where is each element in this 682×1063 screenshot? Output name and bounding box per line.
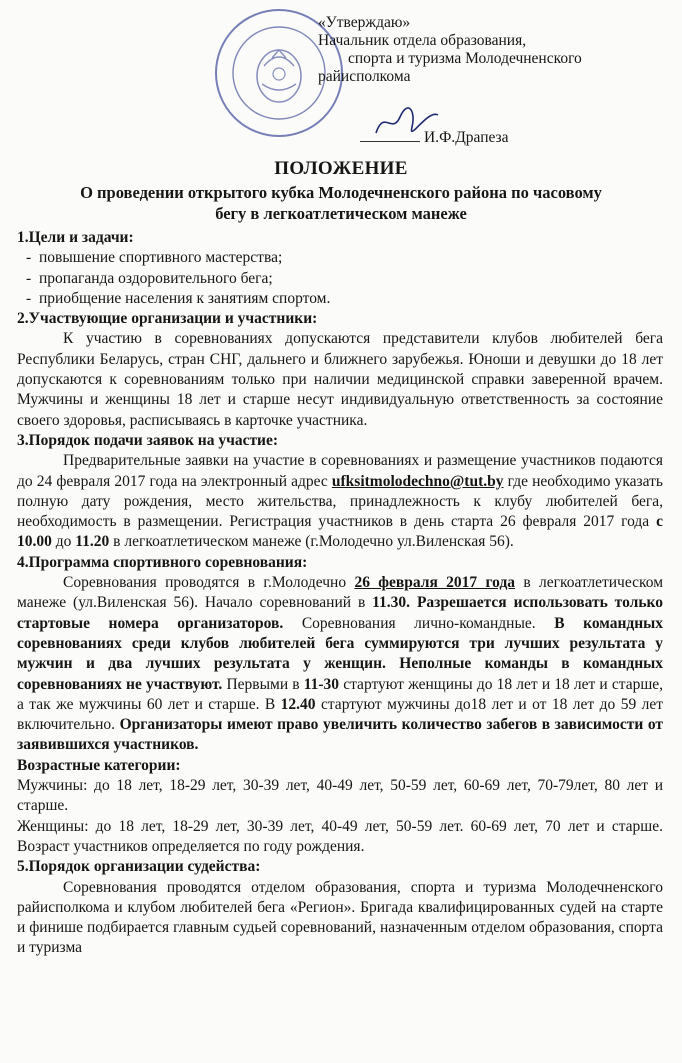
text-span: в легкоатлетическом манеже (г.Молодечно ул.Виленская 56). <box>113 533 514 551</box>
text-span: Соревнования проводятся в г.Молодечно <box>63 574 347 592</box>
section-3-text <box>17 451 663 552</box>
section-5-text: Соревнования проводятся отделом образования, спорта и туризма Молодечненского райисполкома и клубом любителей бега «Регион». Бригада квалифицированных судей на старте и финише подбирается главным судьей соревнований, назначенным отделом образования, спорта и туризма <box>17 878 663 957</box>
text-span: Предварительные заявки на участие в соревнованиях и размещение участников подаются до 24 февраля 2017 года на электронный адрес <box>17 452 663 490</box>
age-women: Женщины: до 18 лет, 18-29 лет, 30-39 лет, 40-49 лет, 50-59 лет. 60-69 лет, 70 лет и старше. Возраст участников определяется по году рождения. <box>17 817 663 855</box>
list-item: - пропаганда оздоровительного бега; <box>17 269 663 289</box>
text-span: стартуют мужчины до18 лет и от 18 лет до 59 лет включительно. <box>17 695 664 734</box>
section-2-text: К участию в соревнованиях допускаются представители клубов любителей бега Республики Беларусь, стран СНГ, дальнего и ближнего зарубежья. Юноши и девушки до 18 лет допускаются к соревнованиям только при наличии медицинской справки заверенной врачем. Мужчины и женщины 18 лет и старше несут индивидуальную ответственность за состояние своего здоровья, расписываясь в карточке участника. <box>17 330 663 429</box>
bold-note-2: В командных соревнованиях среди клубов любителей бега суммируются три лучших результата у мужчин и два лучших результата у женщин. Неполные команды в командных соревнованиях не участвуют. <box>17 614 664 693</box>
section-5-heading: 5.Порядок организации судейства: <box>17 858 261 876</box>
approval-line-2: Начальник отдела образования, <box>318 32 527 49</box>
section-1-heading: 1.Цели и задачи: <box>17 229 134 246</box>
time-from: с 10.00 <box>17 513 663 551</box>
text-span: Первыми в <box>226 675 300 693</box>
age-categories-heading: Возрастные категории: <box>17 756 181 774</box>
approval-line-3: спорта и туризма Молодечненского <box>348 50 582 67</box>
document-title: ПОЛОЖЕНИЕ <box>274 158 408 179</box>
approval-line-4: райисполкома <box>318 68 411 85</box>
text-span: Соревнования лично-командные. <box>301 614 536 632</box>
text-span: до <box>55 533 72 551</box>
bold-note-1: Разрешается использовать только стартовые номера организаторов. <box>17 594 663 632</box>
signatory <box>360 129 509 147</box>
text-span: в легкоатлетическом манеже (ул.Виленская 56). Начало соревнований в <box>17 574 664 612</box>
approval-block <box>318 14 658 86</box>
section-3-heading: 3.Порядок подачи заявок на участие: <box>17 431 279 449</box>
age-men: Мужчины: до 18 лет, 18-29 лет, 30-39 лет, 40-49 лет, 50-59 лет, 60-69 лет, 70-79лет, 80 лет и старше. <box>17 777 663 815</box>
section-4-heading: 4.Программа спортивного соревнования: <box>17 553 308 571</box>
bold-note-3: Организаторы имеют право увеличить количество забегов в зависимости от заявившихся участников. <box>17 716 664 754</box>
signatory-name: И.Ф.Драпеза <box>424 129 509 146</box>
text-span: стартуют женщины до 18 лет и 18 лет и старше, а так же мужчины 60 лет и старше. В <box>17 675 664 713</box>
approval-line-1: «Утверждаю» <box>318 14 411 31</box>
event-date: 26 февраля 2017 года <box>354 574 516 592</box>
time-to: 11.20 <box>75 533 110 551</box>
email-link[interactable]: ufksitmolodechno@tut.by <box>331 472 504 490</box>
document-subtitle-line-1: О проведении открытого кубка Молодечненского района по часовому <box>80 183 602 202</box>
section-1-list <box>17 248 663 309</box>
start-time: 11.30. <box>372 594 411 612</box>
section-2-heading: 2.Участвующие организации и участники: <box>17 310 318 328</box>
time-1: 11-30 <box>303 675 340 693</box>
list-item: - повышение спортивного мастерства; <box>17 248 663 268</box>
document-subtitle-line-2: бегу в легкоатлетическом манеже <box>215 204 467 223</box>
list-item: - приобщение населения к занятиям спортом. <box>17 289 663 309</box>
document-body <box>17 228 663 959</box>
section-4-text <box>17 573 663 756</box>
time-2: 12.40 <box>280 695 316 713</box>
text-span: где необходимо указать полную дату рождения, место жительства, принадлежность к клубу любителей бега, необходимость в размещении. Регистрация участников в день старта 26 февраля 2017 года <box>17 472 663 531</box>
